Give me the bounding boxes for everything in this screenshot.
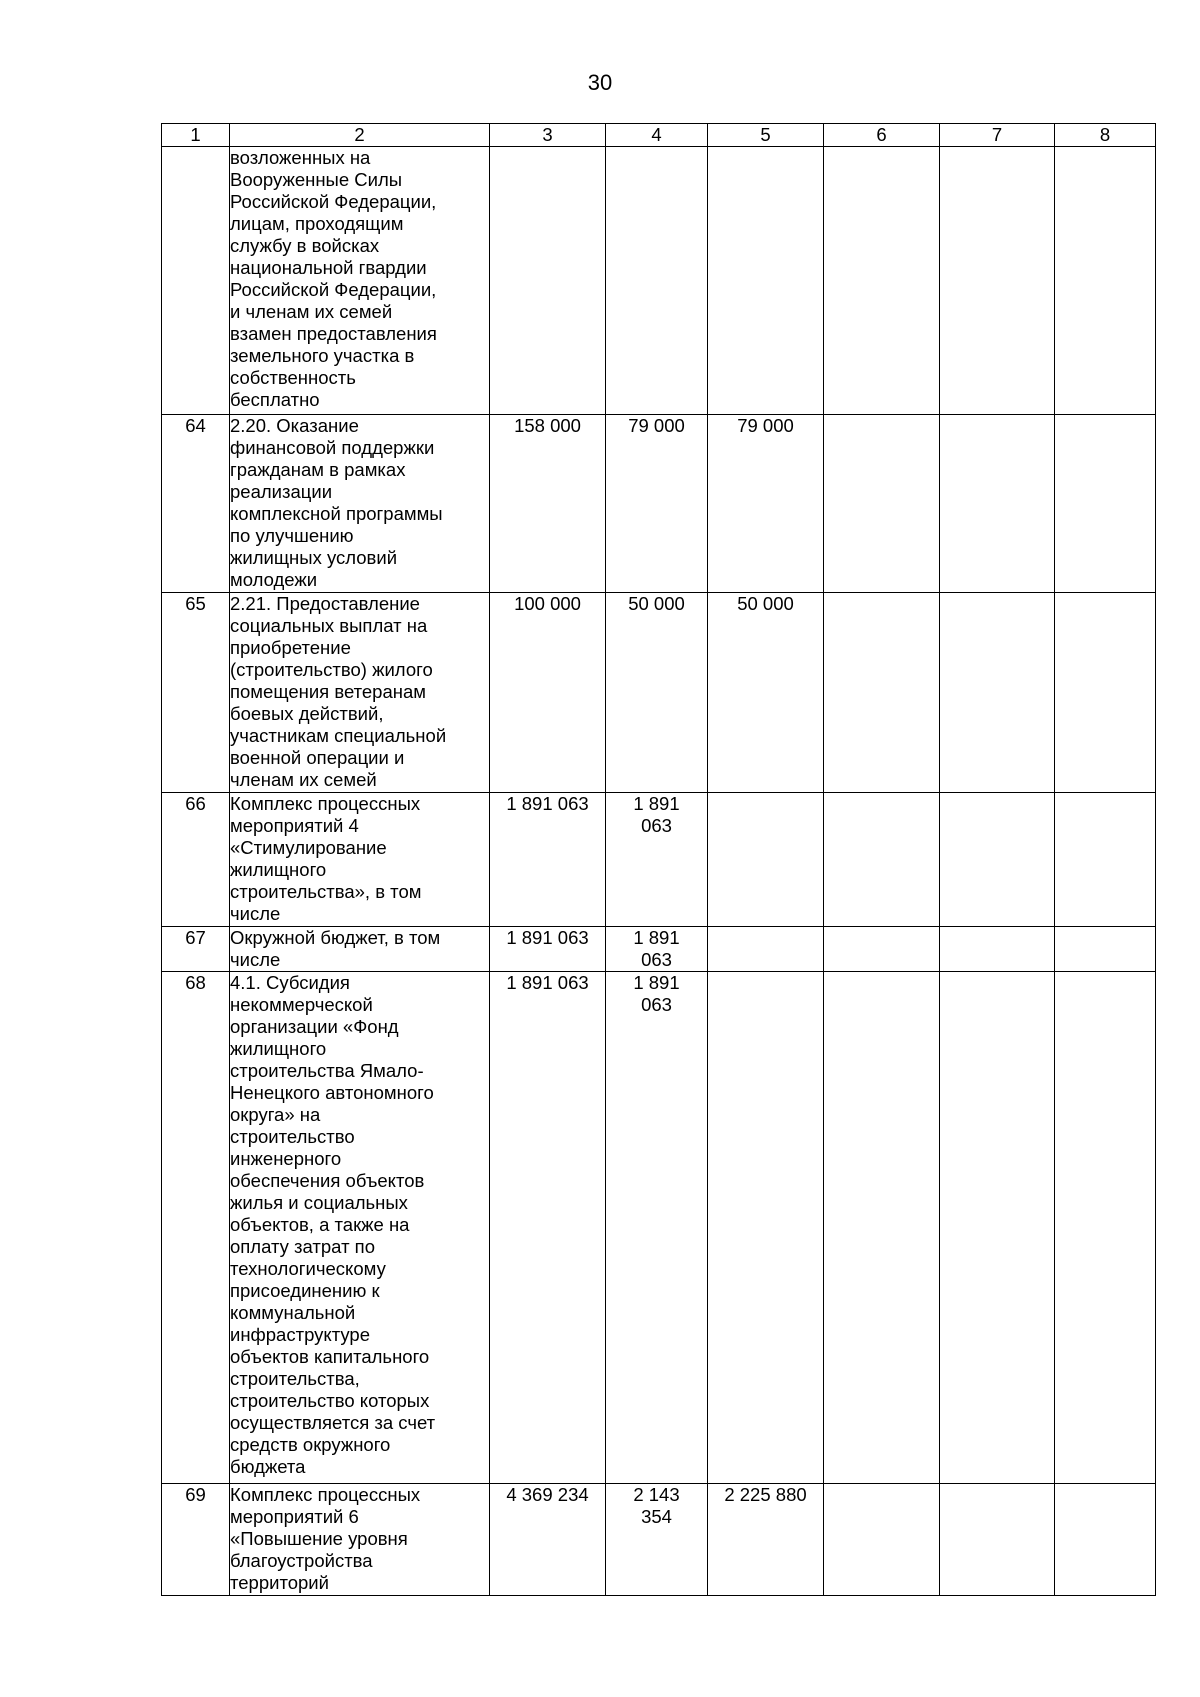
cell-col8: [1055, 415, 1156, 593]
cell-col3: 100 000: [490, 593, 606, 793]
col-header-7: 7: [940, 124, 1055, 147]
cell-col6: [824, 972, 940, 1484]
cell-col7: [940, 972, 1055, 1484]
cell-col7: [940, 793, 1055, 927]
row-description: Окружной бюджет, в том числе: [230, 927, 490, 972]
cell-col7: [940, 1484, 1055, 1596]
col-header-5: 5: [708, 124, 824, 147]
row-number: 69: [162, 1484, 230, 1596]
cell-col3: [490, 147, 606, 415]
cell-col8: [1055, 793, 1156, 927]
cell-col6: [824, 415, 940, 593]
row-number: [162, 147, 230, 415]
row-description: возложенных на Вооруженные Силы Российской Федерации, лицам, проходящим службу в войсках национальной гвардии Российской Федерации, и членам их семей взамен предоставления земельного участка в собственность бесплатно: [230, 147, 490, 415]
col-header-1: 1: [162, 124, 230, 147]
cell-col8: [1055, 147, 1156, 415]
cell-col6: [824, 593, 940, 793]
cell-col8: [1055, 1484, 1156, 1596]
budget-table: [161, 123, 1156, 1596]
col-header-8: 8: [1055, 124, 1156, 147]
header-row: [162, 124, 1156, 147]
row-description: 4.1. Субсидия некоммерческой организации «Фонд жилищного строительства Ямало- Ненецкого автономного округа» на строительство инженерного обеспечения объектов жилья и социальных объектов, а также на оплату затрат по технологическому присоединению к коммунальной инфраструктуре объектов капитального строительства, строительство которых осуществляется за счет средств окружного бюджета: [230, 972, 490, 1484]
row-number: 67: [162, 927, 230, 972]
cell-col5: [708, 147, 824, 415]
cell-col6: [824, 147, 940, 415]
cell-col5: [708, 927, 824, 972]
table-row: [162, 793, 1156, 927]
cell-col4: 2 143 354: [606, 1484, 708, 1596]
table-row: [162, 593, 1156, 793]
cell-col6: [824, 927, 940, 972]
table-row: [162, 972, 1156, 1484]
cell-col7: [940, 927, 1055, 972]
row-number: 64: [162, 415, 230, 593]
cell-col4: 79 000: [606, 415, 708, 593]
cell-col8: [1055, 593, 1156, 793]
cell-col5: 79 000: [708, 415, 824, 593]
row-number: 68: [162, 972, 230, 1484]
cell-col7: [940, 147, 1055, 415]
cell-col3: 1 891 063: [490, 972, 606, 1484]
table-row: [162, 415, 1156, 593]
cell-col5: 50 000: [708, 593, 824, 793]
cell-col3: 4 369 234: [490, 1484, 606, 1596]
col-header-3: 3: [490, 124, 606, 147]
cell-col4: [606, 147, 708, 415]
row-number: 66: [162, 793, 230, 927]
cell-col4: 50 000: [606, 593, 708, 793]
cell-col4: 1 891 063: [606, 793, 708, 927]
cell-col5: [708, 793, 824, 927]
row-description: Комплекс процессных мероприятий 6 «Повышение уровня благоустройства территорий: [230, 1484, 490, 1596]
cell-col4: 1 891 063: [606, 927, 708, 972]
table-row: [162, 927, 1156, 972]
row-description: Комплекс процессных мероприятий 4 «Стимулирование жилищного строительства», в том числе: [230, 793, 490, 927]
cell-col8: [1055, 972, 1156, 1484]
cell-col5: [708, 972, 824, 1484]
cell-col3: 158 000: [490, 415, 606, 593]
cell-col5: 2 225 880: [708, 1484, 824, 1596]
col-header-4: 4: [606, 124, 708, 147]
cell-col4: 1 891 063: [606, 972, 708, 1484]
cell-col7: [940, 593, 1055, 793]
cell-col8: [1055, 927, 1156, 972]
cell-col3: 1 891 063: [490, 927, 606, 972]
row-number: 65: [162, 593, 230, 793]
row-description: 2.21. Предоставление социальных выплат на приобретение (строительство) жилого помещения ветеранам боевых действий, участникам специальной военной операции и членам их семей: [230, 593, 490, 793]
cell-col6: [824, 793, 940, 927]
col-header-2: 2: [230, 124, 490, 147]
page-number: 30: [587, 70, 613, 95]
table-row: [162, 1484, 1156, 1596]
cell-col3: 1 891 063: [490, 793, 606, 927]
cell-col7: [940, 415, 1055, 593]
cell-col6: [824, 1484, 940, 1596]
table-row: [162, 147, 1156, 415]
col-header-6: 6: [824, 124, 940, 147]
row-description: 2.20. Оказание финансовой поддержки гражданам в рамках реализации комплексной программы по улучшению жилищных условий молодежи: [230, 415, 490, 593]
